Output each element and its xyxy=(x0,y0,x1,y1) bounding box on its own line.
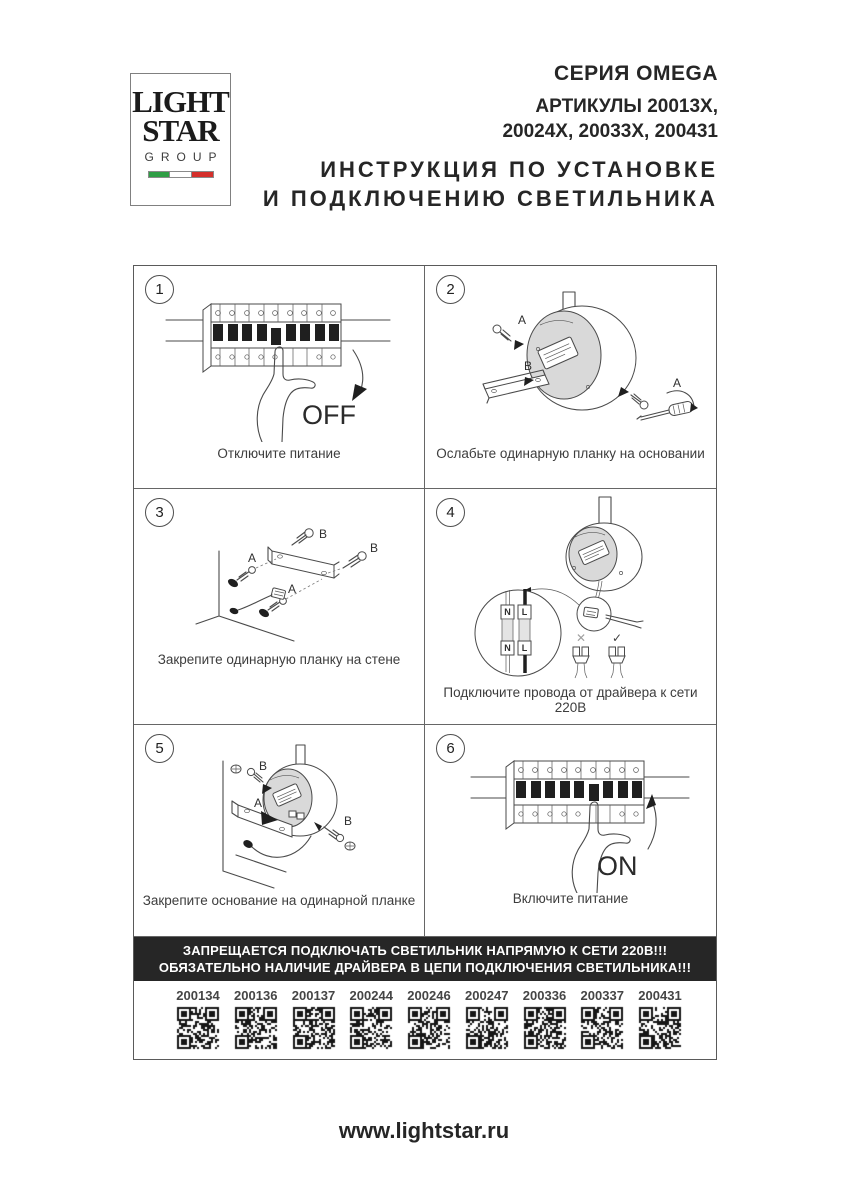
qr-code xyxy=(580,1006,624,1050)
step-4-illustration-wiring xyxy=(453,495,693,683)
qr-code xyxy=(234,1006,278,1050)
screw-a2-label: A xyxy=(288,582,297,596)
step-5-illustration-fix-base xyxy=(166,743,404,891)
screw-b1-label: B xyxy=(259,759,268,773)
terminal-n2-label: N xyxy=(504,643,511,653)
step-4-caption: Подключите провода от драйвера к сети 220В xyxy=(443,685,698,715)
instruction-steps-grid xyxy=(133,265,717,1060)
qr-code xyxy=(176,1006,220,1050)
qr-code xyxy=(638,1006,682,1050)
bracket-b-label: B xyxy=(524,359,533,373)
qr-item xyxy=(521,988,569,1059)
qr-item xyxy=(347,988,395,1059)
wrong-mark: ✕ xyxy=(575,631,587,645)
step-6-caption: Включите питание xyxy=(512,891,629,906)
qr-article-number: 200134 xyxy=(176,988,220,1003)
step-2-number: 2 xyxy=(436,275,465,304)
instruction-title-line2: И ПОДКЛЮЧЕНИЮ СВЕТИЛЬНИКА xyxy=(262,186,718,211)
arrow-a-label: A xyxy=(254,796,263,810)
step-2-illustration-loosen-plate xyxy=(445,291,700,443)
qr-code-row xyxy=(134,981,716,1059)
qr-code xyxy=(523,1006,567,1050)
qr-article-number: 200136 xyxy=(234,988,278,1003)
screw-a-label: A xyxy=(518,313,527,327)
step-3-cell xyxy=(134,489,425,724)
qr-code xyxy=(292,1006,336,1050)
website-url: www.lightstar.ru xyxy=(338,1118,510,1143)
lightstar-logo xyxy=(130,73,231,206)
qr-item xyxy=(174,988,222,1059)
qr-code xyxy=(465,1006,509,1050)
terminal-l2-label: L xyxy=(521,643,528,653)
off-label: OFF xyxy=(302,400,356,430)
qr-article-number: 200336 xyxy=(522,988,567,1003)
qr-item xyxy=(232,988,280,1059)
qr-item xyxy=(290,988,338,1059)
warning-banner xyxy=(134,937,716,981)
right-mark: ✓ xyxy=(611,631,623,645)
warning-line1: ЗАПРЕЩАЕТСЯ ПОДКЛЮЧАТЬ СВЕТИЛЬНИК НАПРЯМУЮ К СЕТИ 220В!!! xyxy=(182,943,668,958)
screw-b1-label: B xyxy=(319,527,328,541)
qr-article-number: 200246 xyxy=(407,988,451,1003)
on-label: ON xyxy=(597,851,638,881)
articles-line2: 20024X, 20033X, 200431 xyxy=(502,121,718,142)
qr-article-number: 200247 xyxy=(465,988,509,1003)
step-2-caption: Ослабьте одинарную планку на основании xyxy=(436,446,705,461)
qr-item xyxy=(463,988,511,1059)
logo-word-star: STAR xyxy=(142,113,219,149)
italian-flag-icon xyxy=(148,171,214,178)
terminal-l-label: L xyxy=(521,607,528,617)
logo-word-group: GROUP xyxy=(144,150,224,165)
step-3-caption: Закрепите одинарную планку на стене xyxy=(157,652,401,667)
step-6-illustration-breaker-on xyxy=(463,753,691,893)
terminal-n-label: N xyxy=(504,607,511,617)
qr-code xyxy=(407,1006,451,1050)
step-6-cell xyxy=(425,725,716,936)
screw-a1-label: A xyxy=(248,551,257,565)
warning-line2: ОБЯЗАТЕЛЬНО НАЛИЧИЕ ДРАЙВЕРА В ЦЕПИ ПОДКЛЮЧЕНИЯ СВЕТИЛЬНИКА!!! xyxy=(158,960,692,975)
step-4-cell xyxy=(425,489,716,724)
step-6-number: 6 xyxy=(436,734,465,763)
qr-item xyxy=(578,988,626,1059)
qr-item xyxy=(405,988,453,1059)
step-3-number: 3 xyxy=(145,498,174,527)
step-4-number: 4 xyxy=(436,498,465,527)
qr-item xyxy=(636,988,684,1059)
qr-code xyxy=(349,1006,393,1050)
step-1-illustration-breaker-off xyxy=(156,294,401,442)
step-5-cell xyxy=(134,725,425,936)
screw-b2-label: B xyxy=(344,814,353,828)
document-header xyxy=(263,62,718,213)
step-3-illustration-mount-plate xyxy=(176,521,404,646)
step-2-cell xyxy=(425,266,716,488)
instruction-title-line1: ИНСТРУКЦИЯ ПО УСТАНОВКЕ xyxy=(320,157,718,182)
screw-b2-label: B xyxy=(370,541,379,555)
step-1-cell xyxy=(134,266,425,488)
logo-word-light: LIGHT xyxy=(132,84,229,119)
articles-line1: АРТИКУЛЫ 20013X, xyxy=(535,96,718,117)
qr-article-number: 200431 xyxy=(638,988,682,1003)
step-5-number: 5 xyxy=(145,734,174,763)
series-title: СЕРИЯ OMEGA xyxy=(553,62,718,85)
screwdriver-a-label: A xyxy=(673,376,682,390)
step-5-caption: Закрепите основание на одинарной планке xyxy=(142,893,416,908)
qr-article-number: 200244 xyxy=(349,988,393,1003)
step-1-caption: Отключите питание xyxy=(217,446,341,461)
qr-article-number: 200337 xyxy=(580,988,624,1003)
step-1-number: 1 xyxy=(145,275,174,304)
qr-article-number: 200137 xyxy=(291,988,336,1003)
